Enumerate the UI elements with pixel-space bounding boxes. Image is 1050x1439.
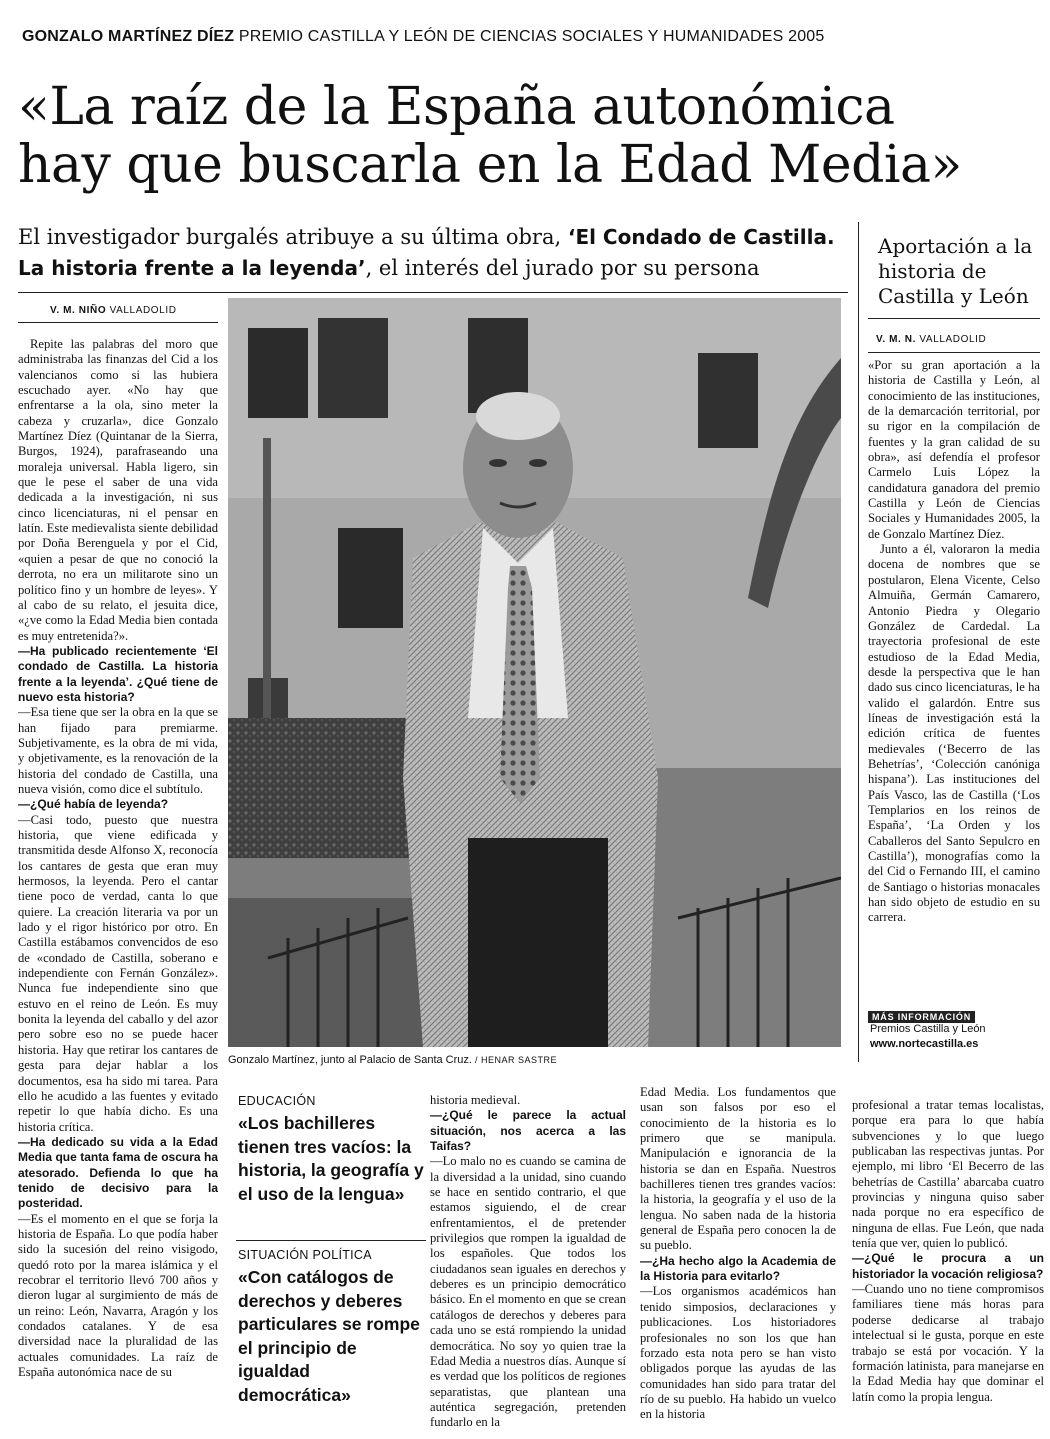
column-1 (18, 337, 218, 1429)
sidebar-byline-author: V. M. N. (876, 334, 916, 345)
sidebar-border (858, 222, 859, 1062)
article-paragraph: Edad Media. Los fundamentos que usan son falsos por eso el conocimiento de la historia es lo primero que se manipula. Manipulación e ignorancia de la historia se dan en España. Nuestros bachilleres tienen tres grandes vacíos: la historia, la geografía y el uso de la lengua. No saben nada de la historia general de España pero conocen la de su pueblo. (640, 1085, 836, 1253)
more-info-link[interactable]: www.nortecastilla.es (870, 1038, 979, 1050)
interview-question: —Ha dedicado su vida a la Edad Media que tanta fama de oscura ha atesorado. Defienda lo que ha tenido de decisivo para la posteridad. (18, 1134, 218, 1211)
caption-credit: / HENAR SASTRE (475, 1055, 558, 1065)
photo-caption (228, 1054, 557, 1066)
headline-line-1: «La raíz de la España autonómica (18, 77, 895, 137)
article-paragraph: —Los organismos académicos han tenido simposios, declaraciones y publicaciones. Los historiadores profesionales no son los que han forzado esta nota pero se han visto obligados porque las ayudas de las comunidades han sido para tratar del río de su pueblo. Ha habido un vuelco en la historia (640, 1284, 836, 1422)
sidebar-byline-rule (868, 352, 1040, 353)
article-paragraph: —Es el momento en el que se forja la historia de España. Lo que podía haber sido la sucesión del reino visigodo, quedó roto por la marea islámica y el recobrar el territorio llevó 700 años y dieron lugar al surgimiento de más de un reino: León, Navarra, Aragón y los condados catalanes. Y de esa diversidad nace la pluralidad de las actuales comunidades. La raíz de España autonómica nace de su (18, 1211, 218, 1380)
byline-author: V. M. NIÑO (50, 305, 107, 316)
byline-place: VALLADOLID (109, 305, 177, 316)
kicker (22, 28, 825, 46)
sidebar-paragraph: «Por su gran aportación a la historia de Castilla y León, al conocimiento de las instituciones, de la demarcación territorial, por su rigor en la compilación de fuentes y la gran calidad de su obra», así defendía el profesor Carmelo Luis López la candidatura ganadora del premio Castilla y León de Ciencias Sociales y Humanidades 2005, la de Gonzalo Martínez Díez. (868, 358, 1040, 541)
subhead-post: , el interés del jurado por su persona (365, 256, 760, 280)
sidebar-title: Aportación a la historia de Castilla y León (878, 234, 1033, 308)
interview-question: —¿Qué había de leyenda? (18, 797, 169, 812)
pull-label-education: EDUCACIÓN (238, 1094, 316, 1108)
article-paragraph: Repite las palabras del moro que administraba las finanzas del Cid a los valencianos como si las hubiera escuchado ayer. «No hay que enfrentarse a la ola, sino meter la cabeza y cruzarla», dice Gonzalo Martínez Díez (Quintanar de la Sierra, Burgos, 1924), parafraseando una moraleja universal. Habla ligero, sin que le pese el saber de una vida dedicada a la investigación, ni sus cinco licenciaturas, ni el pensar en latín. Este medievalista siente debilidad por Doña Berenguela y por el Cid, «quien a pesar de que no conoció la derrota, no era un militarote sino un político fino y un hombre de leyes». Y al cabo de su relato, el jesuita dice, «¿ve como la Edad Media bien contada es muy entretenida?». (18, 337, 218, 643)
caption-text: Gonzalo Martínez, junto al Palacio de Santa Cruz. (228, 1054, 472, 1066)
subhead-pre: El investigador burgalés atribuye a su última obra, (18, 225, 568, 249)
subhead-book-title: ‘El Condado de Castilla. La historia frente a la leyenda’ (18, 225, 835, 280)
sidebar-byline-place: VALLADOLID (919, 334, 987, 345)
interview-question: —¿Qué le procura a un historiador la vocación religiosa? (852, 1251, 1044, 1281)
sidebar-body (868, 358, 1040, 998)
article-paragraph: —Esa tiene que ser la obra en la que se han fijado para premiarme. Subjetivamente, es la obra de mi vida, y objetivamente, es la renovación de la historia del condado de Castilla, una nueva visión, como dice el subtítulo. (18, 705, 218, 796)
pull-quote-politics: «Con catálogos de derechos y deberes particulares se rompe el principio de igualdad democrática» (238, 1267, 420, 1405)
subhead-rule (18, 292, 848, 293)
photo (228, 298, 841, 1047)
column-3 (430, 1093, 626, 1433)
pull-quote-education: «Los bachilleres tienen tres vacíos: la historia, la geografía y el uso de la lengua» (238, 1113, 424, 1204)
byline (50, 305, 177, 316)
interview-question: —Ha publicado recientemente ‘El condado de Castilla. La historia frente a la leyenda’. ¿Qué tiene de nuevo esta historia? (18, 643, 218, 704)
sidebar-byline (876, 334, 986, 345)
headline (18, 78, 1028, 194)
pull-divider (236, 1240, 426, 1241)
pull-label-politics: SITUACIÓN POLÍTICA (238, 1248, 372, 1262)
headline-line-2: hay que buscarla en la Edad Media» (18, 135, 962, 195)
subhead (18, 222, 848, 284)
column-4 (640, 1085, 836, 1433)
article-paragraph: —Lo malo no es cuando se camina de la diversidad a la unidad, sino cuando se hace en sentido contrario, el que estamos siguiendo, el de crear enfrentamientos, el de pretender privilegios que rompen la igualdad de los españoles. Que todos los ciudadanos sean iguales en derechos y deberes es un principio democrático básico. En el momento en que se crean catálogos de derechos y deberes para cada uno se está rompiendo la unidad democrática. No soy yo quien trae la Edad Media a nuestros días. Aunque sí es verdad que los políticos de regiones separatistas, que plantean una auténtica segregación, pretenden fundarlo en la (430, 1154, 626, 1430)
sidebar-title-rule (868, 318, 1040, 319)
kicker-name: GONZALO MARTÍNEZ DÍEZ (22, 28, 235, 45)
sidebar-paragraph: Junto a él, valoraron la media docena de nombres que se postularon, Elena Vicente, Celso Almuiña, Germán Camarero, Antonio Piedra y Olegario González de Cardedal. La trayectoria profesional de este estudioso de la Edad Media, desde la perspectiva que le han dado sus cinco licenciaturas, le ha valido el galardón. Entre sus líneas de investigación está la edición crítica de fuentes medievales (‘Becerro de las Behetrías’, ‘Colección canóniga hispana’). Las instituciones del País Vasco, las de Castilla (‘Los Templarios en los reinos de España’, ‘La Orden y los Caballeros del Santo Sepulcro en Castilla’), monografías como la del Cid o Fernando III, el camino de Santiago o historias monacales han sido objeto de estudio en su carrera. (868, 542, 1040, 925)
more-info-box (868, 1005, 975, 1024)
article-paragraph: —Casi todo, puesto que nuestra historia, que viene edificada y transmitida desde Alfonso X, reconocía los cantares de gesta que eran muy hermosos, la leyenda. Pero el cantar tiene poco de verdad, canta lo que quiere. La creación literaria va por un lado y el rigor histórico por otro. En Castilla estábamos convencidos de eso de «condado de Castilla, soberano e independiente con Fernán González». Nunca fue independiente sino que estuvo en el reino de León. Es muy bonita la leyenda del caballo y del azor pero sobre eso no se puede hacer historia. Hay que retirar los cantares de gesta para dejar hablar a los documentos, esa ha sido mi tarea. Para ello he acudido a las fuentes y evitado repetir lo que había dicho. Es una historia crítica. (18, 812, 218, 1134)
more-info-label: MÁS INFORMACIÓN (868, 1011, 975, 1023)
interview-question: —¿Qué le parece la actual situación, nos acerca a las Taifas? (430, 1108, 626, 1154)
kicker-award: PREMIO CASTILLA Y LEÓN DE CIENCIAS SOCIALES Y HUMANIDADES 2005 (238, 28, 825, 45)
byline-rule (18, 322, 218, 323)
interview-question: —¿Ha hecho algo la Academia de la Historia para evitarlo? (640, 1253, 836, 1284)
article-paragraph: profesional a tratar temas localistas, porque era para lo que había subvenciones y lo que luego publicaban las respectivas juntas. Por ejemplo, mi libro ‘El Becerro de las behetrías de Castilla’ abarcaba cuatro provincias y ninguna quiso saber nada porque no era específico de ninguna de ellas. Fue León, que nada tenía que ver, quien lo publicó. (852, 1098, 1044, 1251)
article-paragraph: —Cuando uno no tiene compromisos familiares tiene más horas para poderse dedicarse al trabajo intelectual si le gusta, porque en este trabajo se está por vocación. Y la formación latinista, para manejarse en la Edad Media hay que dominar el latín como la propia lengua. (852, 1282, 1044, 1404)
more-info-line-1: Premios Castilla y León (870, 1023, 986, 1035)
photo-image (228, 298, 841, 1047)
column-5 (852, 1098, 1044, 1434)
article-paragraph: historia medieval. (430, 1093, 521, 1107)
